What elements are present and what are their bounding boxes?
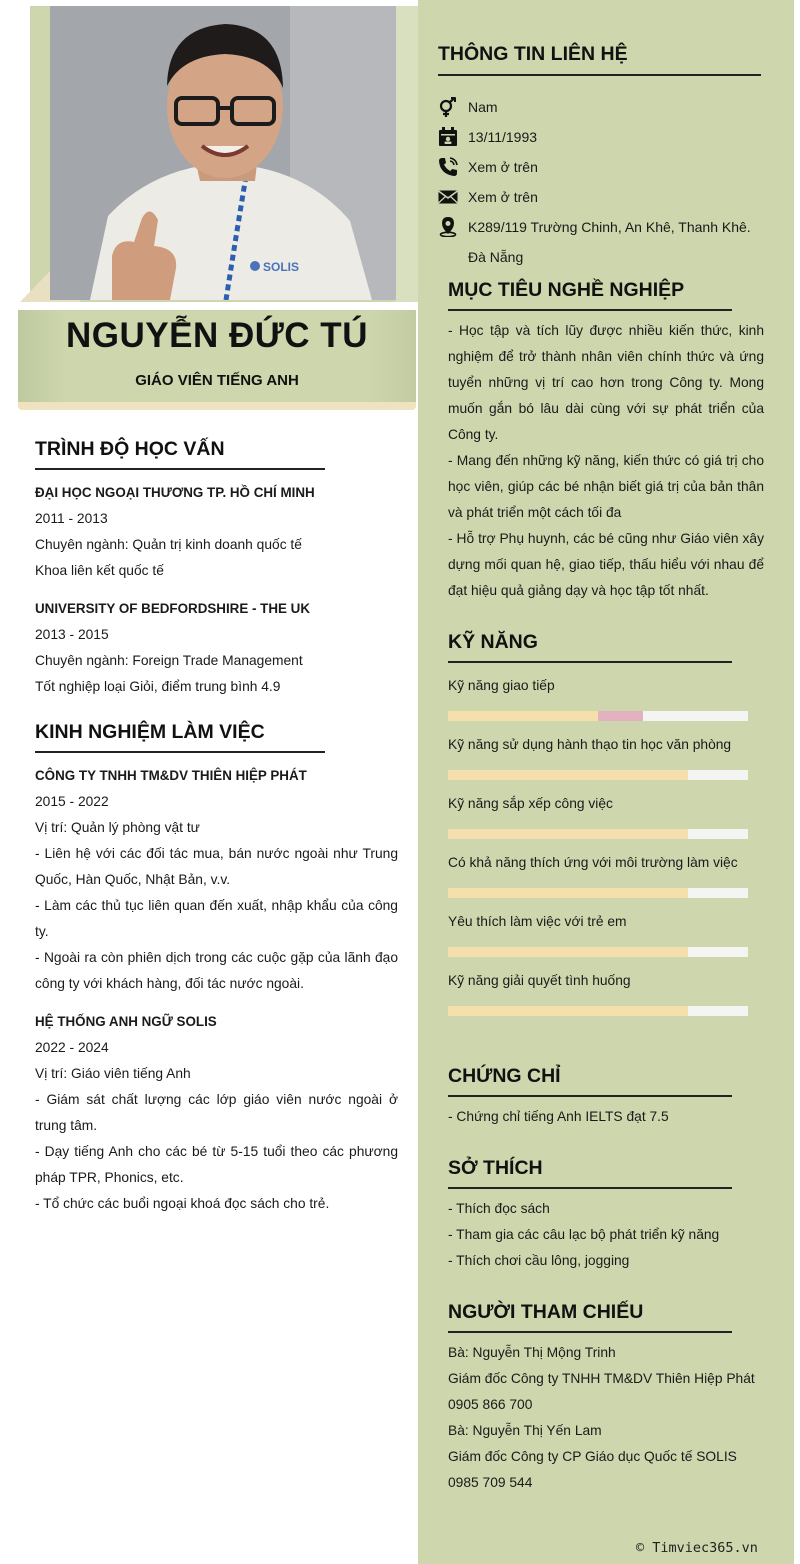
contact-gender-value: Nam [468,99,498,115]
experience-entry [35,763,398,997]
experience-company: CÔNG TY TNHH TM&DV THIÊN HIỆP PHÁT [35,768,307,783]
certificates-title: CHỨNG CHỈ [448,1065,561,1087]
education-major: Chuyên ngành: Quản trị kinh doanh quốc tế [35,537,302,552]
watermark: © Timviec365.vn [636,1540,758,1556]
skill-bar-accent [598,711,643,721]
experience-position: Vị trí: Giáo viên tiếng Anh [35,1066,191,1081]
skills-title: KỸ NĂNG [448,631,538,653]
certificates-title-underline [448,1095,732,1097]
skill-bar-fill [448,888,688,898]
experience-years: 2015 - 2022 [35,794,109,809]
skill-label: Có khả năng thích ứng với môi trường làm việc [448,855,738,870]
skill-bar-fill [448,947,688,957]
objective-paragraph: - Học tập và tích lũy được nhiều kiến thức, kinh nghiệm để trở thành nhân viên chính thức và ứng tuyển những vị trí cao hơn trong Công ty. Mong muốn gắn bó lâu dài cùng với sự phát triển của Công ty. [448,323,764,442]
certificates-list [448,1104,764,1130]
skill-label: Yêu thích làm việc với trẻ em [448,914,627,929]
skills-title-underline [448,661,732,663]
hobby-item: - Thích chơi cầu lông, jogging [448,1253,630,1268]
experience-bullet: - Ngoài ra còn phiên dịch trong các cuộc gặp của lãnh đạo công ty với khách hàng, đối tác nước ngoài. [35,950,398,991]
candidate-job-title: GIÁO VIÊN TIẾNG ANH [135,372,299,389]
name-box-underline [18,402,416,410]
skill-bar [448,711,748,721]
experience-bullet: - Dạy tiếng Anh cho các bé từ 5-15 tuổi theo các phương pháp TPR, Phonics, etc. [35,1144,398,1185]
objective-title-underline [448,309,732,311]
references-title: NGƯỜI THAM CHIẾU [448,1301,644,1323]
experience-company: HỆ THỐNG ANH NGỮ SOLIS [35,1014,217,1029]
experience-entry [35,1009,398,1217]
skill-bar [448,888,748,898]
profile-photo-illustration [50,6,396,300]
contact-title-underline [438,74,761,76]
education-title-underline [35,468,325,470]
education-title: TRÌNH ĐỘ HỌC VẤN [35,438,225,460]
reference-line: Giám đốc Công ty CP Giáo dục Quốc tế SOLIS [448,1449,737,1464]
shirt-logo: SOLIS [263,260,300,274]
location-pin-icon [438,217,458,237]
skill-bar-fill [448,711,598,721]
education-entry [35,480,398,584]
reference-line: Giám đốc Công ty TNHH TM&DV Thiên Hiệp Phát [448,1371,755,1386]
references-list [448,1340,778,1496]
hobbies-title-underline [448,1187,732,1189]
reference-line: 0905 866 700 [448,1397,533,1412]
header-stripe [395,6,418,302]
contact-birthday-value: 13/11/1993 [468,129,538,145]
education-note: Tốt nghiệp loại Giỏi, điểm trung bình 4.9 [35,679,281,694]
envelope-icon [438,187,458,207]
education-school: UNIVERSITY OF BEDFORDSHIRE - THE UK [35,601,311,616]
contact-address-line2: Đà Nẵng [468,249,524,265]
hobby-item: - Thích đọc sách [448,1201,550,1216]
profile-photo [50,6,396,300]
hobbies-title: SỞ THÍCH [448,1157,543,1179]
reference-line: Bà: Nguyễn Thị Mộng Trinh [448,1345,616,1360]
experience-bullet: - Liên hệ với các đối tác mua, bán nước ngoài như Trung Quốc, Hàn Quốc, Nhật Bản, v.v. [35,846,398,887]
reference-line: Bà: Nguyễn Thị Yến Lam [448,1423,602,1438]
experience-title: KINH NGHIỆM LÀM VIỆC [35,721,265,743]
candidate-name: NGUYỄN ĐỨC TÚ [66,316,368,355]
contact-title: THÔNG TIN LIÊN HỆ [438,43,628,65]
contact-email-value: Xem ở trên [468,189,538,205]
skill-bar [448,947,748,957]
experience-title-underline [35,751,325,753]
skill-label: Kỹ năng sử dụng hành thạo tin học văn phòng [448,737,732,752]
skill-label: Kỹ năng giao tiếp [448,678,555,693]
hobbies-list [448,1196,764,1274]
education-years: 2011 - 2013 [35,511,108,526]
experience-bullet: - Tổ chức các buổi ngoại khoá đọc sách cho trẻ. [35,1196,330,1211]
skill-label: Kỹ năng sắp xếp công việc [448,796,613,811]
experience-years: 2022 - 2024 [35,1040,109,1055]
education-entry [35,596,398,700]
gender-icon [438,97,458,117]
skill-bar-fill [448,770,688,780]
page-edge [794,0,800,1564]
objective-paragraph: - Hỗ trợ Phụ huynh, các bé cũng như Giáo viên xây dựng mối quan hệ, giao tiếp, thấu hiểu với nhau để đạt hiệu quả giảng dạy và học tập tốt nhất. [448,531,764,598]
skill-bar [448,1006,748,1016]
experience-position: Vị trí: Quản lý phòng vật tư [35,820,200,835]
calendar-icon [438,127,458,147]
certificate-item: - Chứng chỉ tiếng Anh IELTS đạt 7.5 [448,1109,669,1124]
experience-bullet: - Giám sát chất lượng các lớp giáo viên nước ngoài ở trung tâm. [35,1092,398,1133]
skill-bar [448,829,748,839]
objective-title: MỤC TIÊU NGHỀ NGHIỆP [448,279,685,301]
skill-bar [448,770,748,780]
experience-bullet: - Làm các thủ tục liên quan đến xuất, nhập khẩu của công ty. [35,898,398,939]
education-major: Chuyên ngành: Foreign Trade Management [35,653,303,668]
hobby-item: - Tham gia các câu lạc bộ phát triển kỹ năng [448,1227,720,1242]
skill-label: Kỹ năng giải quyết tình huống [448,973,631,988]
education-school: ĐẠI HỌC NGOẠI THƯƠNG TP. HỒ CHÍ MINH [35,485,315,500]
phone-icon [438,157,458,177]
education-note: Khoa liên kết quốc tế [35,563,164,578]
skill-bar-fill [448,1006,688,1016]
reference-line: 0985 709 544 [448,1475,533,1490]
objective-paragraph: - Mang đến những kỹ năng, kiến thức có giá trị cho học viên, giúp các bé nhận biết giá trị của bản thân và phát triển một cách tối đa [448,453,764,520]
contact-phone-value: Xem ở trên [468,159,538,175]
contact-address-line1: K289/119 Trường Chinh, An Khê, Thanh Khê. [468,219,751,235]
objective-text [448,318,764,604]
references-title-underline [448,1331,732,1333]
skill-bar-fill [448,829,688,839]
education-years: 2013 - 2015 [35,627,109,642]
